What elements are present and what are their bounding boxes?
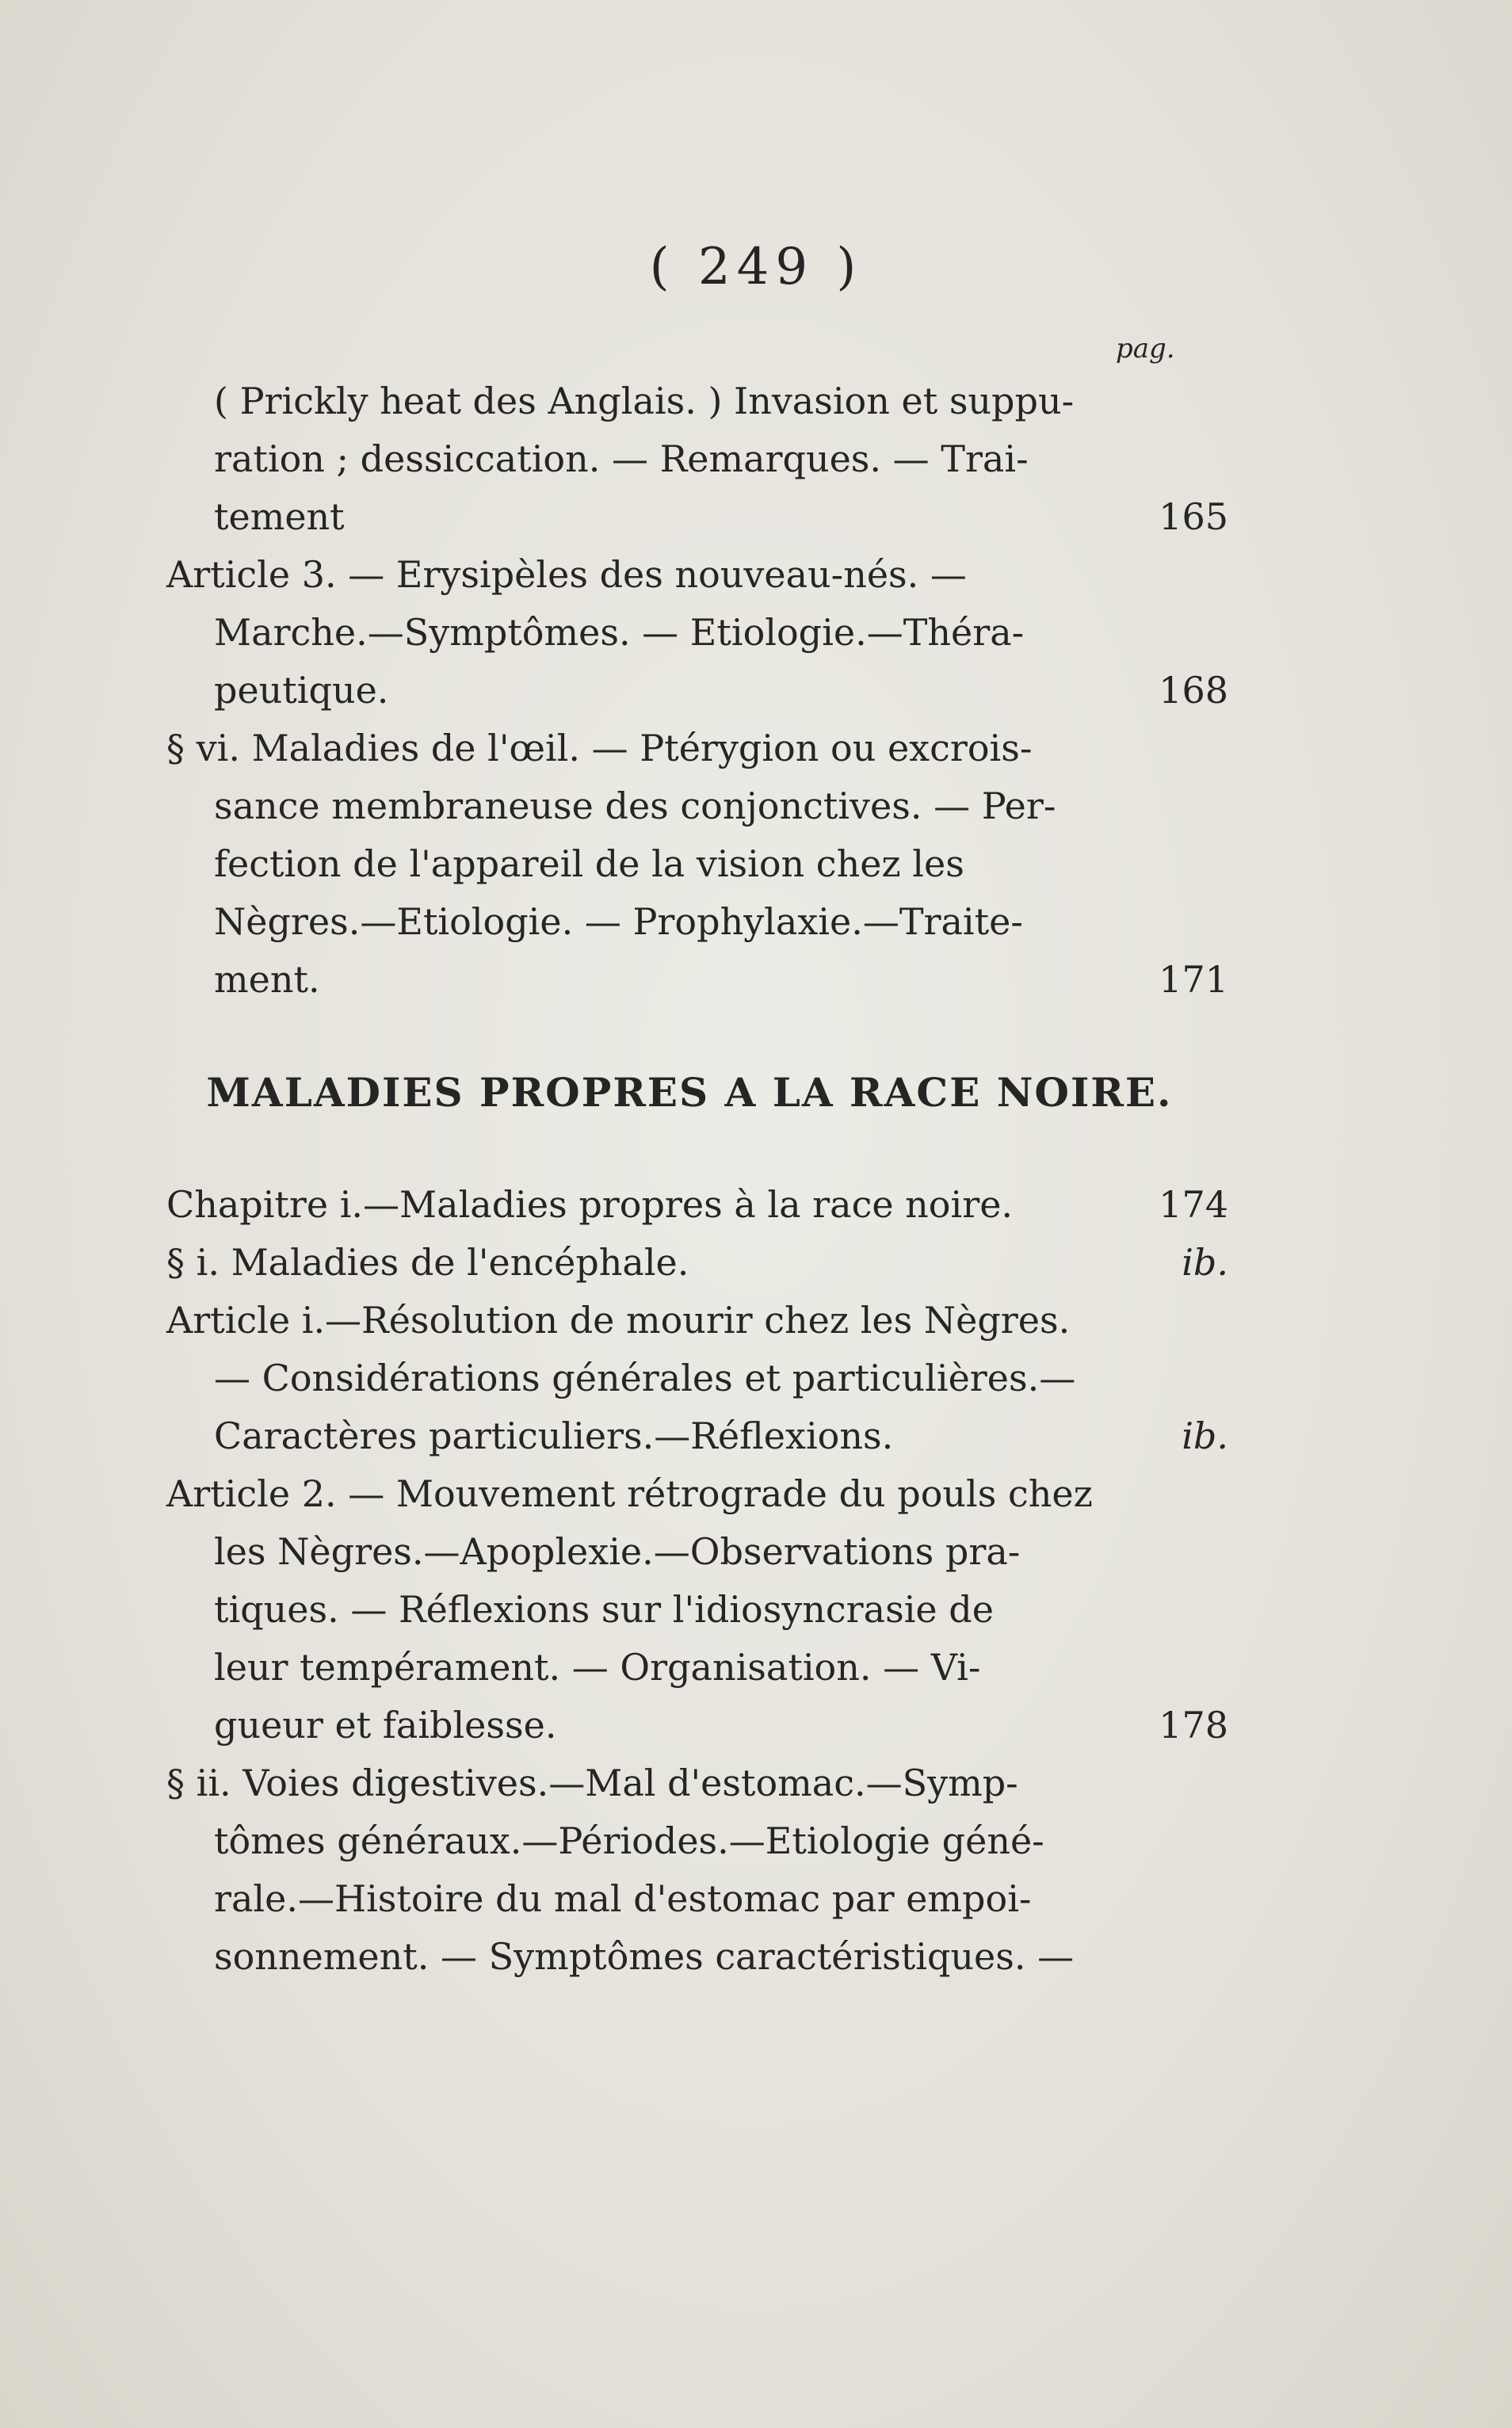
- toc-line: tiques. — Réflexions sur l'idiosyncrasie de: [214, 1588, 994, 1631]
- toc-page-number: 165: [1159, 495, 1228, 538]
- toc-line: fection de l'appareil de la vision chez les: [214, 842, 964, 885]
- toc-page-number: 174: [1159, 1183, 1228, 1226]
- toc-entry: [166, 720, 1228, 1009]
- toc-entry: [166, 1754, 1212, 1986]
- toc-entry: [166, 372, 1228, 546]
- toc-line: ( Prickly heat des Anglais. ) Invasion et suppu-: [214, 380, 1075, 422]
- toc-page-number: ib.: [1182, 1241, 1228, 1284]
- toc-line: Article 2. — Mouvement rétrograde du pouls chez: [166, 1472, 1093, 1515]
- toc-entry: [166, 1465, 1228, 1754]
- toc-page-number: ib.: [1182, 1414, 1228, 1457]
- toc-line: § ii. Voies digestives.—Mal d'estomac.—Symp-: [166, 1762, 1018, 1804]
- toc-line: § vi. Maladies de l'œil. — Ptérygion ou excrois-: [166, 727, 1033, 769]
- toc-line: Article i.—Résolution de mourir chez les Nègres.: [166, 1299, 1071, 1342]
- toc-line: les Nègres.—Apoplexie.—Observations pra-: [214, 1530, 1021, 1573]
- toc-entry: [166, 546, 1228, 720]
- toc-entry: [166, 1176, 1228, 1234]
- page-number: ( 249 ): [649, 238, 863, 296]
- toc-page-number: 178: [1159, 1704, 1228, 1747]
- toc-line: tômes généraux.—Périodes.—Etiologie géné-: [214, 1819, 1044, 1862]
- toc-entries-bottom: [166, 1176, 1228, 1986]
- toc-line: ment.: [214, 958, 320, 1001]
- toc-entry: [166, 1234, 1228, 1292]
- toc-line: leur tempérament. — Organisation. — Vi-: [214, 1646, 981, 1689]
- toc-line: Nègres.—Etiologie. — Prophylaxie.—Traite-: [214, 900, 1023, 943]
- toc-line: sonnement. — Symptômes caractéristiques. —: [214, 1935, 1075, 1978]
- toc-line: § i. Maladies de l'encéphale.: [166, 1241, 689, 1284]
- toc-line: Caractères particuliers.—Réflexions.: [214, 1414, 894, 1457]
- toc-line: — Considérations générales et particulières.—: [214, 1357, 1076, 1399]
- toc-line: ration ; dessiccation. — Remarques. — Trai-: [214, 437, 1029, 480]
- toc-line: Article 3. — Erysipèles des nouveau-nés. —: [166, 553, 967, 596]
- pag-label: pag.: [1116, 333, 1175, 365]
- section-title: MALADIES PROPRES A LA RACE NOIRE.: [206, 1069, 1173, 1116]
- toc-line: tement: [214, 495, 345, 538]
- toc-line: Marche.—Symptômes. — Etiologie.—Théra-: [214, 611, 1025, 654]
- toc-line: peutique.: [214, 669, 389, 712]
- toc-page-number: 168: [1159, 669, 1228, 712]
- toc-line: gueur et faiblesse.: [214, 1704, 557, 1747]
- toc-line: sance membraneuse des conjonctives. — Per-: [214, 785, 1056, 827]
- table-of-contents: [166, 372, 1228, 1986]
- toc-entries-top: [166, 372, 1228, 1009]
- toc-entry: [166, 1292, 1228, 1465]
- toc-line: rale.—Histoire du mal d'estomac par empoi-: [214, 1877, 1032, 1920]
- toc-page-number: 171: [1159, 958, 1228, 1001]
- toc-line: Chapitre i.—Maladies propres à la race noire.: [166, 1183, 1014, 1226]
